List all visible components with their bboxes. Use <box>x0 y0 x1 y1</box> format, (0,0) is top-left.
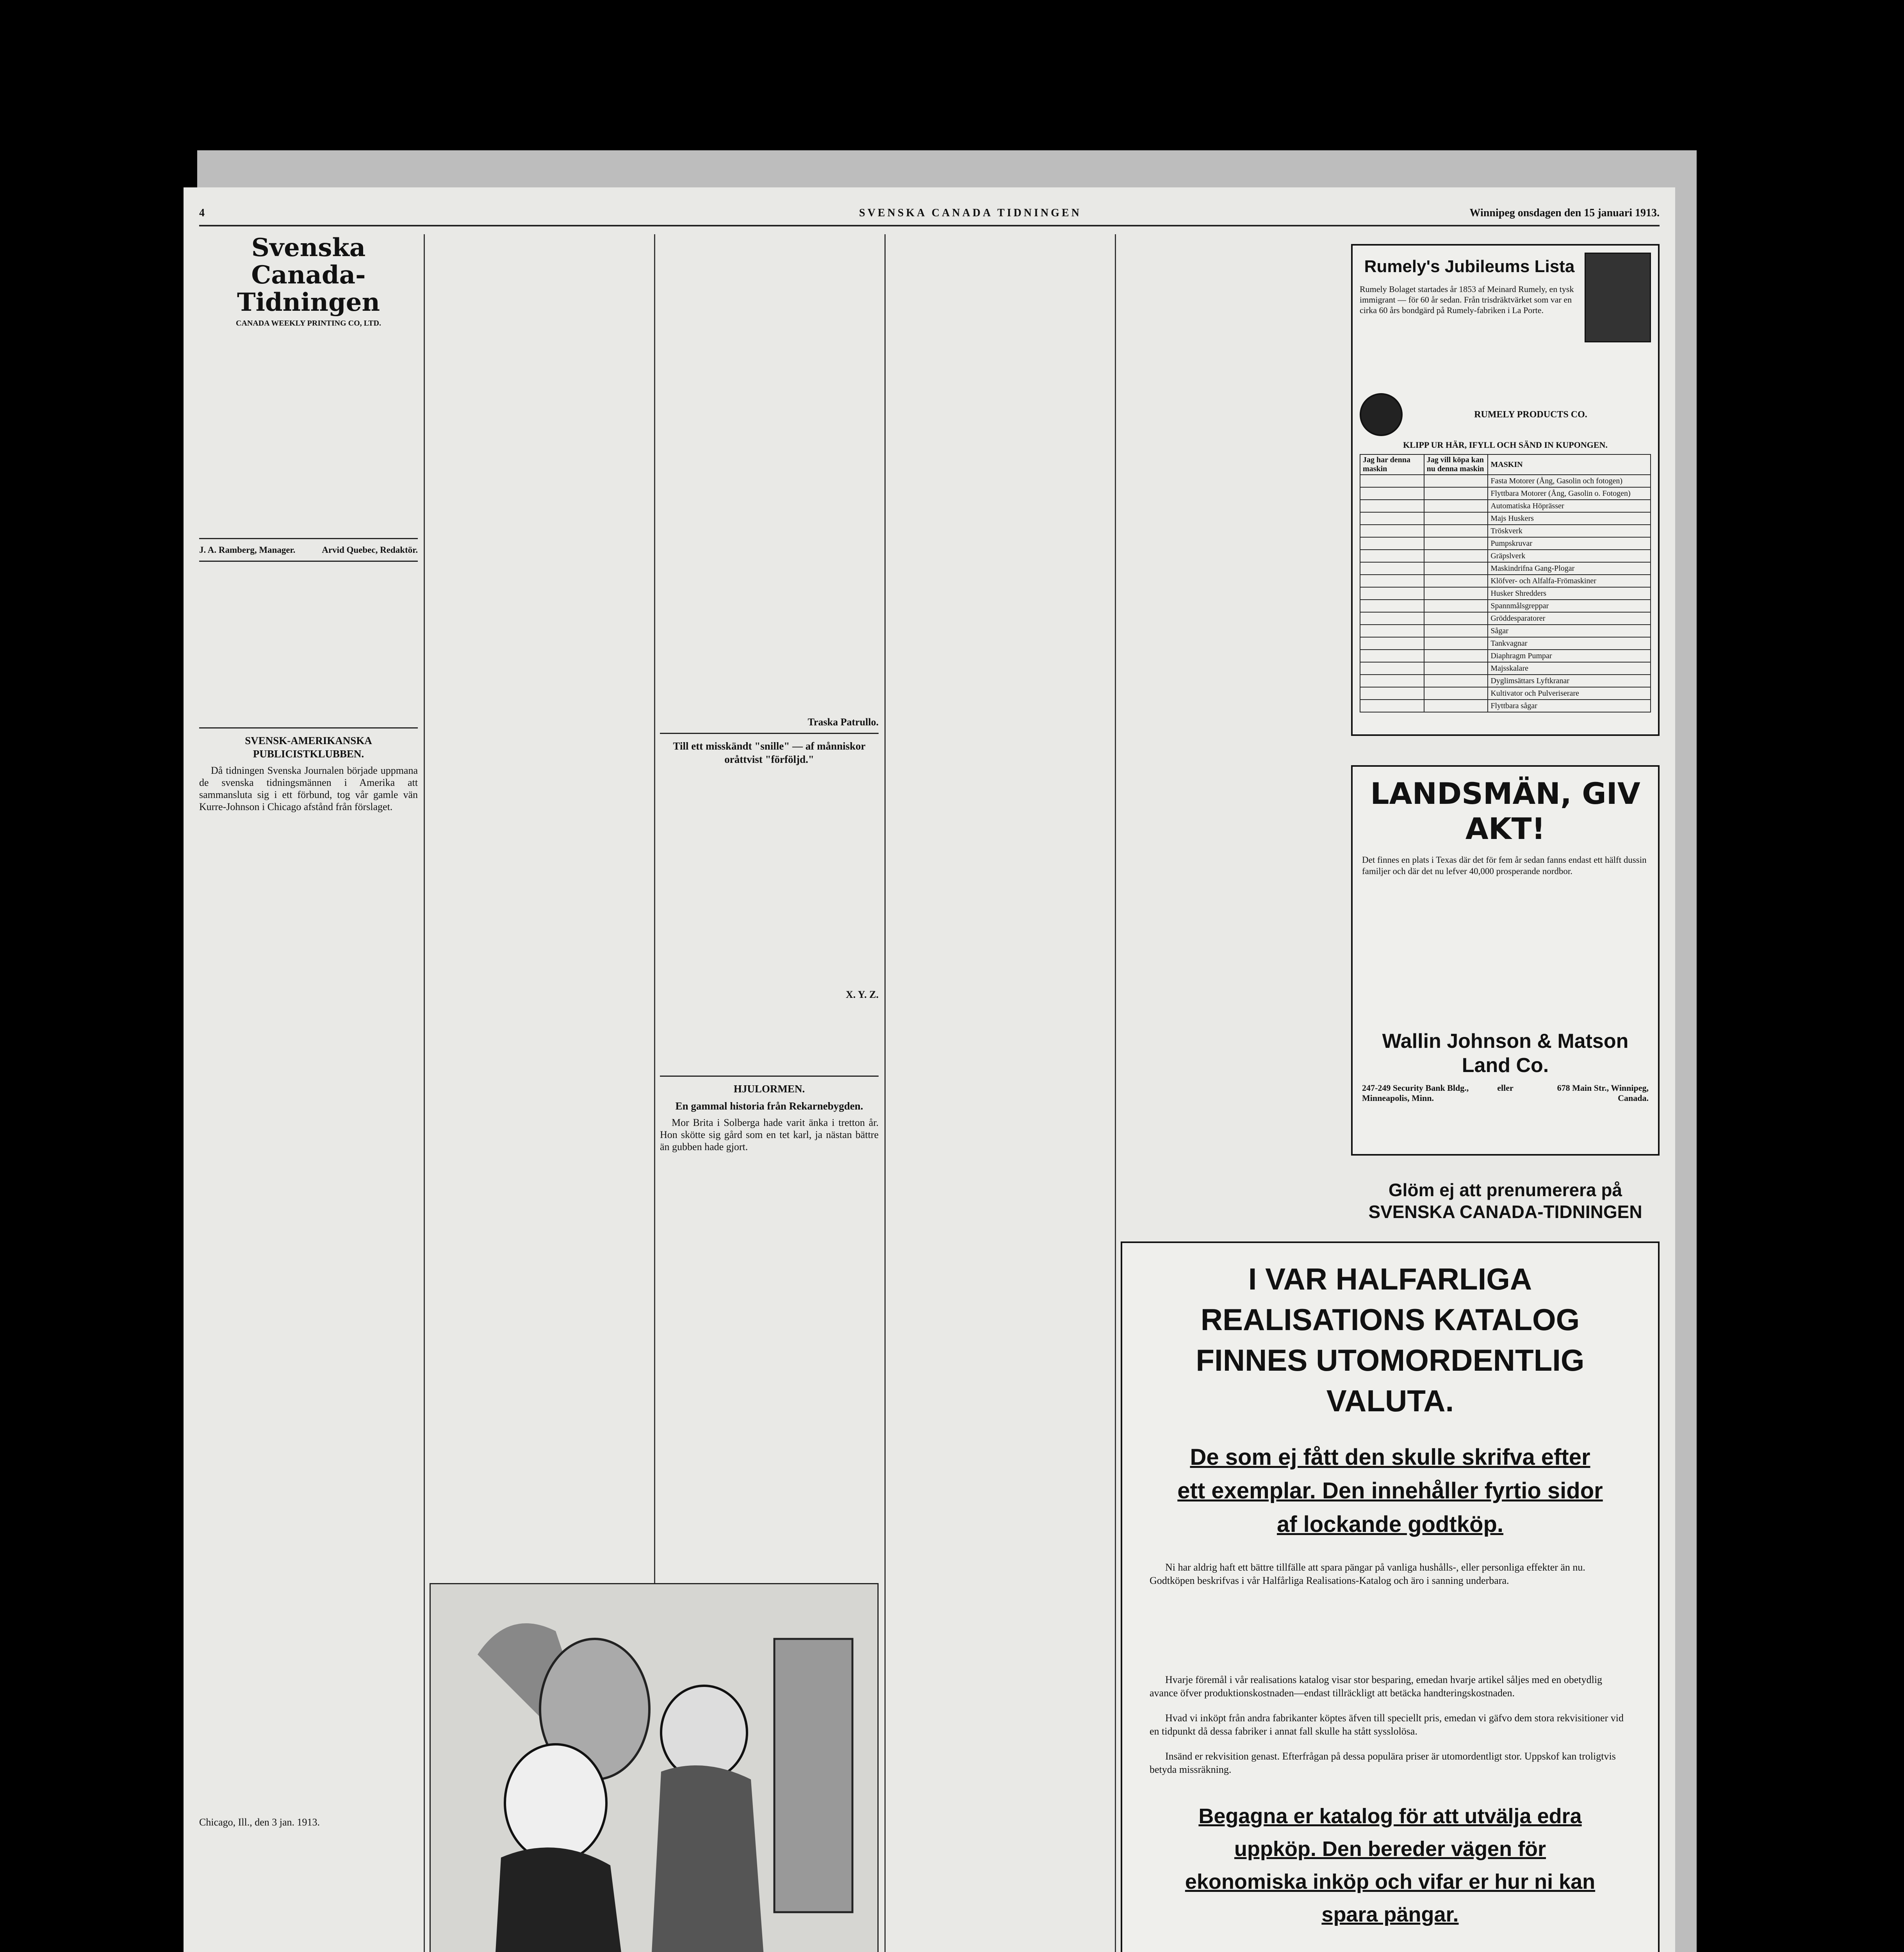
rumely-coupon-cta: KLIPP UR HÄR, IFYLL OCH SÄND IN KUPONGEN. <box>1403 440 1608 450</box>
poem-heading: Till ett misskändt "snille" — af månniskor oråttvist "förföljd." <box>673 740 866 765</box>
coupon-header-machine: MASKIN <box>1488 454 1651 475</box>
coupon-want-checkbox[interactable] <box>1424 600 1488 612</box>
coupon-machine-label: Tröskverk <box>1488 525 1651 537</box>
coupon-have-checkbox[interactable] <box>1360 550 1424 562</box>
coupon-have-checkbox[interactable] <box>1360 537 1424 550</box>
coupon-want-checkbox[interactable] <box>1424 575 1488 587</box>
coupon-row <box>1360 550 1651 562</box>
coupon-machine-label: Diaphragm Pumpar <box>1488 650 1651 662</box>
coupon-have-checkbox[interactable] <box>1360 625 1424 637</box>
rule <box>199 561 418 562</box>
hjulormen-continued <box>890 234 1109 1952</box>
landsman-ad-title: LANDSMÄN, GIV AKT! <box>1370 776 1640 846</box>
masthead-title <box>199 234 418 316</box>
hjulormen-body <box>660 1154 879 1608</box>
coupon-want-checkbox[interactable] <box>1424 650 1488 662</box>
column-rule <box>1115 234 1116 1952</box>
coupon-have-checkbox[interactable] <box>1360 562 1424 575</box>
coupon-row <box>1360 587 1651 600</box>
landsman-addresses <box>1362 1083 1649 1103</box>
coupon-rows <box>1360 475 1651 712</box>
column-5 <box>1121 234 1339 1202</box>
coupon-want-checkbox[interactable] <box>1424 487 1488 500</box>
landsman-ad-body: Det finnes en plats i Texas där det för fem år sedan fanns endast ett hälft dussin familjer och där det nu lefver 40,000 prosperande nordbor. <box>1362 855 1647 876</box>
coupon-machine-label: Fasta Motorer (Ång, Gasolin och fotogen) <box>1488 475 1651 487</box>
eaton-closing: Begagna er katalog för att utvälja edra uppköp. Den bereder vägen för ekonomiska inköp och vifar er hur ni kan spara pängar. <box>1185 1804 1596 1926</box>
club-signatories <box>199 1831 418 1952</box>
coupon-want-checkbox[interactable] <box>1424 500 1488 512</box>
cartoon-illustration <box>430 1583 879 1952</box>
coupon-have-checkbox[interactable] <box>1360 687 1424 700</box>
coupon-machine-label: Automatiska Höprässer <box>1488 500 1651 512</box>
coupon-have-checkbox[interactable] <box>1360 512 1424 525</box>
coupon-have-checkbox[interactable] <box>1360 600 1424 612</box>
traska-signature: Traska Patrullo. <box>808 716 879 728</box>
address-minneapolis: 247-249 Security Bank Bldg., Minneapolis, Minn. <box>1362 1083 1469 1103</box>
cartoon-drawing <box>431 1584 877 1952</box>
coupon-row <box>1360 575 1651 587</box>
subscribe-line-2: SVENSKA CANADA-TIDNINGEN <box>1368 1202 1642 1222</box>
coupon-row <box>1360 512 1651 525</box>
newspaper-name: SVENSKA CANADA TIDNINGEN <box>859 207 1082 219</box>
column-rule <box>424 234 425 1952</box>
coupon-machine-label: Gröddesparatorer <box>1488 612 1651 625</box>
coupon-have-checkbox[interactable] <box>1360 662 1424 675</box>
coupon-want-checkbox[interactable] <box>1424 525 1488 537</box>
agents-list-block <box>199 566 418 723</box>
rule <box>199 538 418 539</box>
coupon-want-checkbox[interactable] <box>1424 700 1488 712</box>
coupon-row <box>1360 500 1651 512</box>
address-winnipeg: 678 Main Str., Winnipeg, Canada. <box>1557 1083 1649 1103</box>
coupon-have-checkbox[interactable] <box>1360 637 1424 650</box>
column-3-article-body <box>660 234 879 714</box>
rumely-ad-text <box>1360 346 1651 389</box>
newspaper-page <box>184 187 1675 1952</box>
coupon-row <box>1360 475 1651 487</box>
coupon-machine-label: Spannmålsgreppar <box>1488 600 1651 612</box>
coupon-row <box>1360 675 1651 687</box>
club-article-heading: SVENSK-AMERIKANSKA PUBLICISTKLUBBEN. <box>245 735 372 760</box>
address-connector: eller <box>1497 1083 1514 1093</box>
coupon-row <box>1360 662 1651 675</box>
poem-footnote <box>660 1004 879 1071</box>
coupon-row <box>1360 650 1651 662</box>
coupon-have-checkbox[interactable] <box>1360 575 1424 587</box>
coupon-machine-label: Klöfver- och Alfalfa-Frömaskiner <box>1488 575 1651 587</box>
subscribe-reminder <box>1351 1179 1660 1223</box>
column-2-article-body <box>430 234 648 1593</box>
subscribe-line-1: Glöm ej att prenumerera på <box>1388 1180 1622 1200</box>
hjulormen-opening: Mor Brita i Solberga hade varit änka i tretton år. Hon skötte sig gård som en tet karl, ja nästan bättre än gubben hade gjort. <box>660 1117 879 1152</box>
coupon-want-checkbox[interactable] <box>1424 687 1488 700</box>
eaton-body-4: Insänd er rekvisition genast. Efterfrågan på dessa populära priser är utomordentligt stor. Uppskof kan troligtvis betyda missräkning. <box>1150 1751 1616 1775</box>
masthead-title-line2: Tidningen <box>237 288 380 317</box>
coupon-machine-label: Flyttbara sågar <box>1488 700 1651 712</box>
coupon-machine-label: Tankvagnar <box>1488 637 1651 650</box>
coupon-have-checkbox[interactable] <box>1360 500 1424 512</box>
header-rule <box>199 225 1660 226</box>
coupon-have-checkbox[interactable] <box>1360 612 1424 625</box>
coupon-have-checkbox[interactable] <box>1360 525 1424 537</box>
coupon-want-checkbox[interactable] <box>1424 612 1488 625</box>
coupon-machine-label: Maskindrifna Gang-Plogar <box>1488 562 1651 575</box>
issue-date: Winnipeg onsdagen den 15 januari 1913. <box>1469 207 1660 219</box>
editor-name: Arvid Quebec, Redaktör. <box>322 545 418 555</box>
rule <box>199 727 418 728</box>
eaton-subhead: De som ej fått den skulle skrifva efter ett exemplar. Den innehåller fyrtio sidor af lockande godtköp. <box>1177 1444 1603 1537</box>
coupon-row <box>1360 525 1651 537</box>
coupon-machine-label: Sågar <box>1488 625 1651 637</box>
eaton-headline: I VAR HALFARLIGA REALISATIONS KATALOG FINNES UTOMORDENTLIG VALUTA. <box>1196 1262 1585 1418</box>
coupon-want-checkbox[interactable] <box>1424 512 1488 525</box>
eaton-body-2: Hvarje föremål i vår realisations katalog visar stor besparing, emedan hvarje artikel såljes med en obetydlig avance öfver produktionskostnaden—endast tillräckligt att betäcka handteringskostnaden. <box>1150 1674 1603 1699</box>
coupon-want-checkbox[interactable] <box>1424 662 1488 675</box>
coupon-machine-label: Gräpslverk <box>1488 550 1651 562</box>
coupon-row <box>1360 687 1651 700</box>
subscription-terms-block <box>199 330 418 533</box>
coupon-row <box>1360 562 1651 575</box>
coupon-want-checkbox[interactable] <box>1424 537 1488 550</box>
coupon-want-checkbox[interactable] <box>1424 562 1488 575</box>
coupon-want-checkbox[interactable] <box>1424 675 1488 687</box>
coupon-have-checkbox[interactable] <box>1360 700 1424 712</box>
rumely-ad-title: Rumely's Jubileums Lista <box>1364 257 1575 276</box>
poem-signature: X. Y. Z. <box>845 989 879 1000</box>
coupon-row <box>1360 700 1651 712</box>
eaton-body-extra <box>1150 1599 1631 1673</box>
eaton-ad <box>1121 1241 1660 1952</box>
column-rule <box>654 234 655 1608</box>
coupon-row <box>1360 600 1651 612</box>
club-article-opening: Då tidningen Svenska Journalen började uppmana de svenska tidningsmännen i Amerika att sammansluta sig i ett förbund, tog vår gamle vän Kurre-Johnson i Chicago afstånd från förslaget. <box>199 765 418 812</box>
coupon-machine-label: Pumpskruvar <box>1488 537 1651 550</box>
coupon-machine-label: Flyttbara Motorer (Ång, Gasolin o. Fotogen) <box>1488 487 1651 500</box>
coupon-have-checkbox[interactable] <box>1360 650 1424 662</box>
coupon-row <box>1360 612 1651 625</box>
eaton-body-1: Ni har aldrig haft ett bättre tillfälle att spara pängar på vanliga hushålls-, eller personliga effekter än nu. Godtköpen beskrifvas i vår Halfårliga Realisations-Katalog och äro i sanning underbara. <box>1150 1562 1585 1586</box>
landsman-ad <box>1351 765 1660 1156</box>
coupon-row <box>1360 487 1651 500</box>
landsman-ad-text <box>1362 877 1649 1017</box>
coupon-want-checkbox[interactable] <box>1424 625 1488 637</box>
coupon-want-checkbox[interactable] <box>1424 587 1488 600</box>
column-3 <box>660 234 879 1608</box>
eaton-body-3: Hvad vi inköpt från andra fabrikanter köptes äfven till speciellt pris, emedan vi gäfvo dem stora rekvisitioner vid en tidpunkt då dessa fabriker i annat fall skulle ha stått sysslolösa. <box>1150 1712 1624 1737</box>
running-head <box>199 207 1660 223</box>
coupon-machine-label: Majsskalare <box>1488 662 1651 675</box>
club-article-body <box>199 814 418 1814</box>
coupon-row <box>1360 625 1651 637</box>
editors-line <box>199 544 418 556</box>
club-article-place-date: Chicago, Ill., den 3 jan. 1913. <box>199 1817 320 1828</box>
column-4 <box>890 234 1109 1952</box>
portrait-image <box>1585 253 1651 342</box>
hjulormen-heading: HJULORMEN. <box>733 1083 805 1095</box>
rule <box>660 733 879 734</box>
rule <box>660 1076 879 1077</box>
coupon-machine-label: Kultivator och Pulveriserare <box>1488 687 1651 700</box>
coupon-machine-label: Husker Shredders <box>1488 587 1651 600</box>
masthead-title-line1: Svenska Canada- <box>251 234 366 290</box>
rumely-ad <box>1351 244 1660 736</box>
coupon-header-have: Jag har denna maskin <box>1360 454 1424 475</box>
coupon-want-checkbox[interactable] <box>1424 550 1488 562</box>
coupon-row <box>1360 637 1651 650</box>
coupon-machine-label: Majs Huskers <box>1488 512 1651 525</box>
hjulormen-subheading: En gammal historia från Rekarnebygden. <box>675 1100 863 1112</box>
rumely-ad-body: Rumely Bolaget startades år 1853 af Meinard Rumely, en tysk immigrant — för 60 år sedan. Från trisdräktvärket som var en cirka 60 års bondgärd på Rumely-fabriken i La Porte. <box>1360 284 1574 315</box>
coupon-want-checkbox[interactable] <box>1424 637 1488 650</box>
column-2 <box>430 234 648 1608</box>
coupon-row <box>1360 537 1651 550</box>
manager-name: J. A. Ramberg, Manager. <box>199 545 296 555</box>
rumely-coupon-table <box>1360 454 1651 712</box>
coupon-have-checkbox[interactable] <box>1360 675 1424 687</box>
column-1 <box>199 234 418 1952</box>
rumely-seal-icon <box>1360 393 1403 436</box>
cartoon-block <box>430 1575 879 1952</box>
coupon-have-checkbox[interactable] <box>1360 587 1424 600</box>
page-number: 4 <box>199 207 205 219</box>
coupon-machine-label: Dyglimsättars Lyftkranar <box>1488 675 1651 687</box>
publisher-line: CANADA WEEKLY PRINTING CO, LTD. <box>236 319 381 328</box>
coupon-header-want: Jag vill köpa kan nu denna maskin <box>1424 454 1488 475</box>
coupon-have-checkbox[interactable] <box>1360 475 1424 487</box>
rumely-company: RUMELY PRODUCTS CO. <box>1474 409 1587 420</box>
poem-body <box>660 770 879 988</box>
landsman-company: Wallin Johnson & Matson Land Co. <box>1382 1030 1629 1077</box>
hjulormen-continued-2 <box>1121 234 1339 1187</box>
coupon-have-checkbox[interactable] <box>1360 487 1424 500</box>
column-rule <box>884 234 886 1952</box>
coupon-want-checkbox[interactable] <box>1424 475 1488 487</box>
